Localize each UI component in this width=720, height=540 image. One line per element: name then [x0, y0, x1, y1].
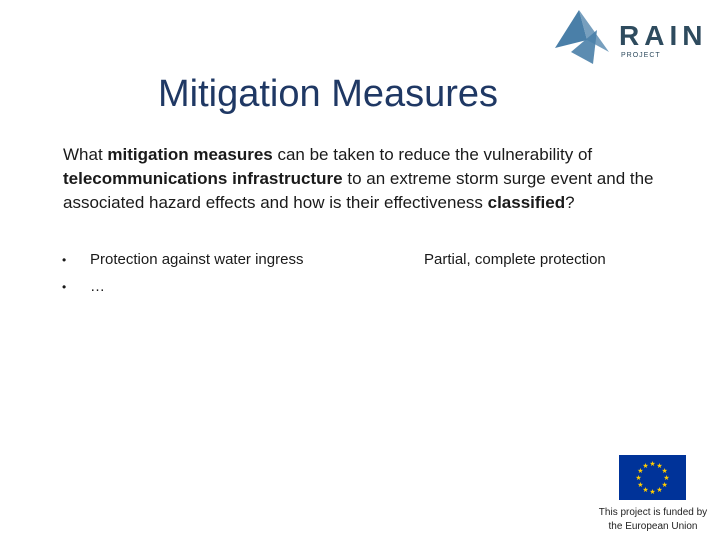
bullet-marker: •: [62, 280, 67, 294]
eu-star-icon: ★: [661, 468, 668, 475]
question-text: can be taken to reduce the vulnerability of: [272, 145, 593, 164]
eu-star-icon: ★: [635, 475, 642, 482]
bullet-marker: •: [62, 253, 67, 267]
eu-star-icon: ★: [649, 461, 656, 468]
rain-logo-mark-icon: [553, 8, 615, 66]
question-paragraph: [63, 143, 663, 215]
eu-star-icon: ★: [656, 462, 663, 470]
question-emphasis: classified: [487, 193, 566, 212]
rain-project-logo: [553, 8, 718, 66]
question-emphasis: telecommunications infrastructure: [63, 169, 343, 188]
eu-star-icon: ★: [642, 462, 649, 470]
bullet-item-water-ingress: Protection against water ingress: [90, 251, 304, 268]
slide-title: Mitigation Measures: [158, 73, 499, 115]
question-emphasis: mitigation measures: [107, 145, 273, 164]
question-text: ?: [565, 193, 575, 212]
eu-star-icon: ★: [637, 468, 644, 475]
eu-star-icon: ★: [649, 489, 656, 496]
protection-classification: Partial, complete protection: [424, 251, 606, 268]
eu-star-icon: ★: [663, 475, 670, 482]
eu-funding-line-2: the European Union: [608, 521, 698, 532]
eu-funding-line-1: This project is funded by: [598, 507, 708, 518]
eu-flag-icon: [619, 455, 686, 500]
eu-star-icon: ★: [642, 487, 649, 495]
question-text: to an extreme storm surge event and the associated hazard effects and how is their effectiveness: [63, 169, 654, 212]
logo-subtitle: PROJECT: [621, 52, 661, 59]
eu-star-icon: ★: [637, 482, 644, 489]
eu-funding-notice: [588, 506, 718, 534]
logo-wordmark: RAIN: [619, 20, 708, 51]
question-text: What: [63, 145, 108, 164]
eu-star-icon: ★: [656, 487, 663, 495]
eu-star-icon: ★: [661, 482, 668, 489]
bullet-item-ellipsis: …: [90, 278, 105, 295]
